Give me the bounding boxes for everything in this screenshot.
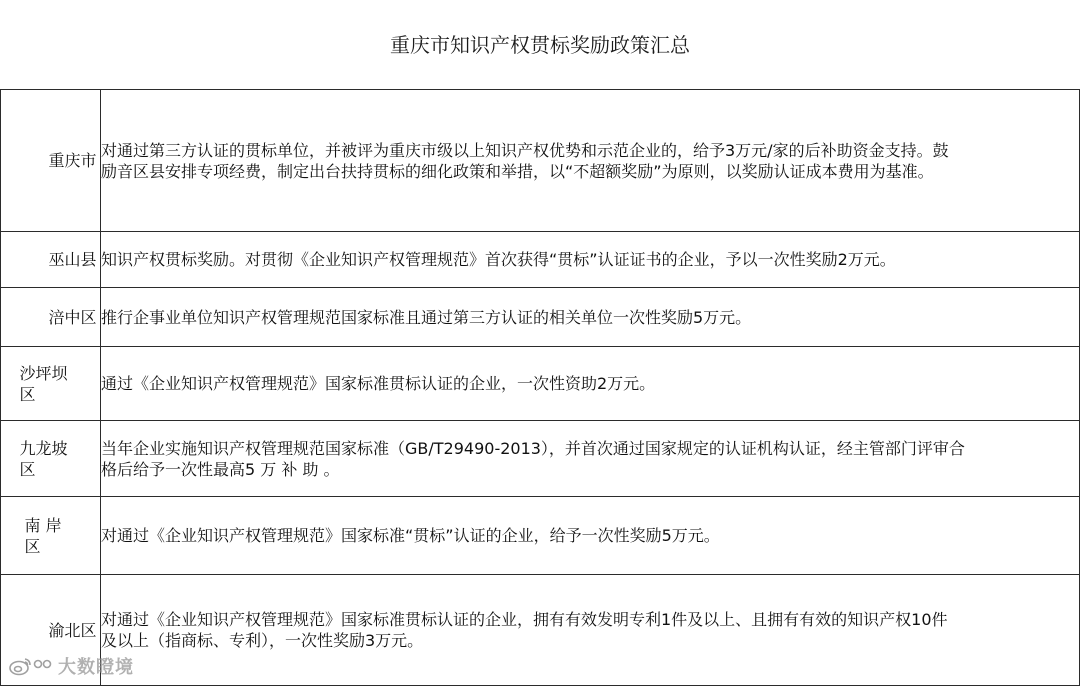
policy-cell: 推行企事业单位知识产权管理规范国家标准且通过第三方认证的相关单位一次性奖励5万元。 (101, 288, 1080, 347)
district-cell (1, 90, 101, 232)
weibo-icon (8, 655, 54, 677)
district-label: 沙坪坝区 (19, 363, 68, 404)
policy-cell: 对通过《企业知识产权管理规范》国家标准贯标认证的企业，拥有有效发明专利1件及以上、且拥有有效的知识产权10件 及以上（指商标、专利），一次性奖励3万元。 (101, 575, 1080, 686)
policy-cell: 知识产权贯标奖励。对贯彻《企业知识产权管理规范》首次获得“贯标”认证证书的企业，予以一次性奖励2万元。 (101, 232, 1080, 288)
table-row (1, 288, 1080, 347)
watermark-text: 大数瞪境 (58, 657, 134, 678)
district-label: 涪中区 (48, 307, 97, 327)
district-cell (1, 421, 101, 497)
policy-cell: 通过《企业知识产权管理规范》国家标准贯标认证的企业，一次性资助2万元。 (101, 347, 1080, 421)
district-cell (1, 347, 101, 421)
policy-cell: 对通过《企业知识产权管理规范》国家标准“贯标”认证的企业，给予一次性奖励5万元。 (101, 497, 1080, 575)
table-row (1, 575, 1080, 686)
table-row (1, 232, 1080, 288)
district-label: 重庆市 (48, 151, 97, 170)
policy-cell: 当年企业实施知识产权管理规范国家标准（GB/T29490-2013），并首次通过国家规定的认证机构认证，经主管部门评审合 格后给予一次性最高5 万 补 助 。 (101, 421, 1080, 497)
policy-table (0, 89, 1080, 686)
district-cell (1, 232, 101, 288)
district-cell (1, 288, 101, 347)
table-row (1, 497, 1080, 575)
page-title: 重庆市知识产权贯标奖励政策汇总 (390, 33, 690, 57)
watermark (8, 652, 134, 680)
policy-cell: 对通过第三方认证的贯标单位，并被评为重庆市级以上知识产权优势和示范企业的，给予3万元/家的后补助资金支持。鼓 励音区县安排专项经费，制定出台扶持贯标的细化政策和举措，以“不超额奖励”为原则，以奖励认证成本费用为基准。 (101, 90, 1080, 232)
table-row (1, 90, 1080, 232)
district-label: 九龙坡区 (19, 438, 68, 479)
district-label: 巫山县 (48, 250, 97, 269)
table-row (1, 421, 1080, 497)
district-label: 渝北区 (48, 620, 97, 640)
district-label: 南 岸区 (24, 515, 62, 556)
district-cell (1, 497, 101, 575)
table-row (1, 347, 1080, 421)
